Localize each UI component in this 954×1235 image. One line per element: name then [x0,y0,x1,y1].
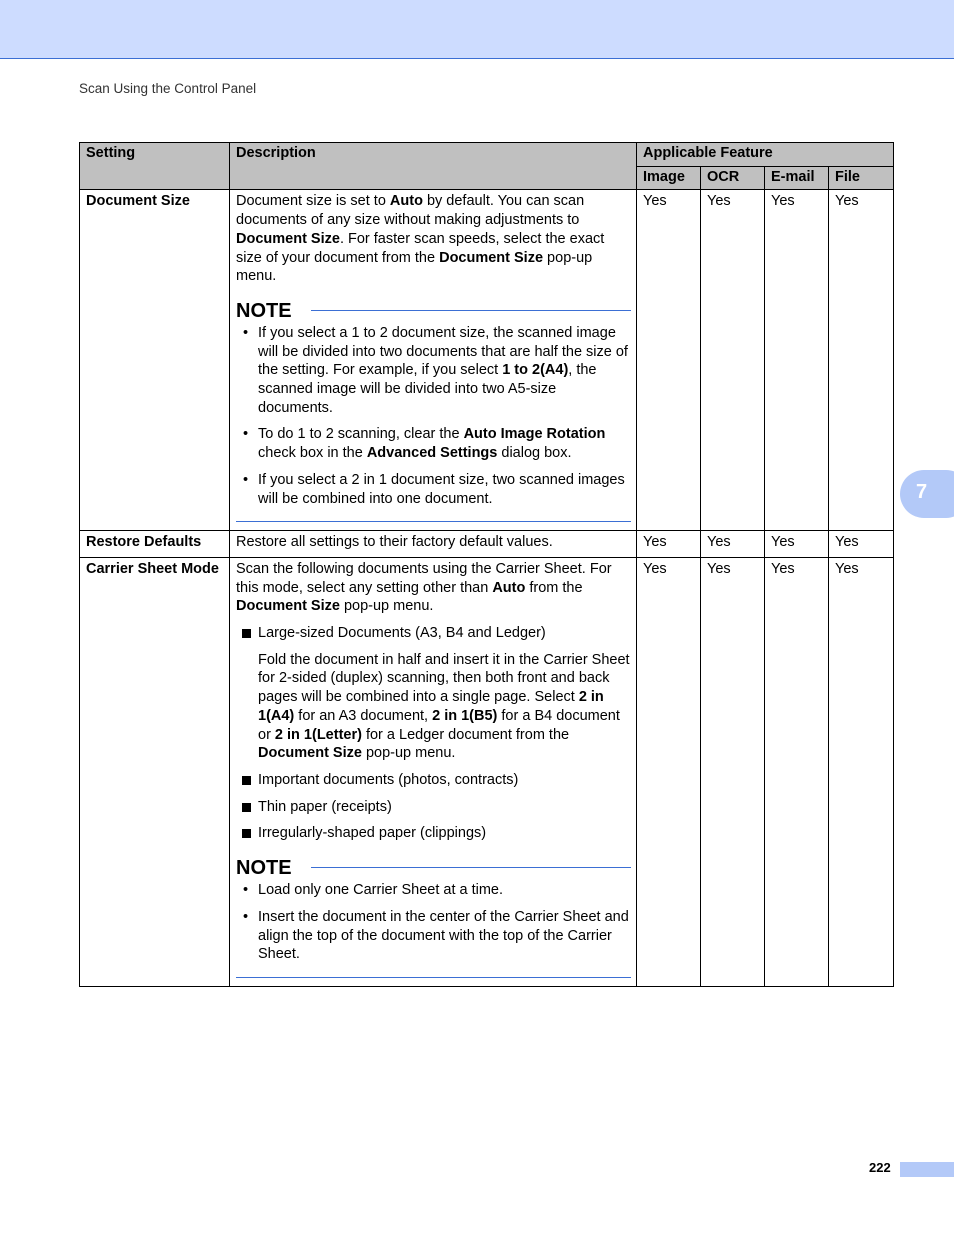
table-row [80,531,894,558]
feature-email: Yes [765,531,829,558]
feature-file: Yes [829,190,894,531]
square-bullet-icon [242,803,251,812]
list-item: Thin paper (receipts) [236,798,631,817]
feature-image: Yes [637,557,701,986]
header-description: Description [230,143,637,190]
feature-ocr: Yes [701,190,765,531]
feature-file: Yes [829,557,894,986]
feature-image: Yes [637,190,701,531]
note-heading [236,300,631,324]
document-type-list [236,624,631,843]
description-text: Document size is set to Auto by default. You can scan documents of any size without making adjustments to Document Size. For faster scan speeds, select the exact size of your document from the Document Size pop-up menu. [236,193,605,285]
list-item: Irregularly-shaped paper (clippings) [236,824,631,843]
note-end-rule [236,521,631,522]
setting-description [230,557,637,986]
table-row [80,190,894,531]
page-number-bar [900,1162,954,1177]
header-email: E-mail [765,166,829,190]
note-title: NOTE [236,857,292,880]
note-item: • To do 1 to 2 scanning, clear the Auto Image Rotation check box in the Advanced Settings dialog box. [243,426,606,462]
note-end-rule [236,977,631,978]
setting-description [230,190,637,531]
breadcrumb: Scan Using the Control Panel [79,81,257,96]
header-file: File [829,166,894,190]
note-heading [236,857,631,881]
note-item: • Load only one Carrier Sheet at a time. [243,882,504,899]
feature-image: Yes [637,531,701,558]
header-applicable-feature: Applicable Feature [637,143,894,167]
feature-email: Yes [765,190,829,531]
chapter-tab-number: 7 [916,481,928,503]
list-item: Large-sized Documents (A3, B4 and Ledger) Fold the document in half and insert it in the Carrier Sheet for 2-sided (duplex) scanning, then both front and back pages will be combined into a single page. Select 2 in 1(A4) for an A3 document, 2 in 1(B5) for a B4 document or 2 in 1(Letter) for a Ledger document from the Document Size pop-up menu. [236,624,631,763]
square-bullet-icon [242,776,251,785]
feature-ocr: Yes [701,531,765,558]
header-image: Image [637,166,701,190]
note-rule [311,310,631,311]
note-item: • If you select a 1 to 2 document size, the scanned image will be divided into two documents that are half the size of the setting. For example, if you select 1 to 2(A4), the scanned image will be divided into two A5-size documents. [243,324,628,416]
header-ocr: OCR [701,166,765,190]
feature-ocr: Yes [701,557,765,986]
header-setting: Setting [80,143,230,190]
list-item: Important documents (photos, contracts) [236,771,631,790]
note-item: • If you select a 2 in 1 document size, two scanned images will be combined into one document. [243,471,625,507]
setting-name: Carrier Sheet Mode [80,557,230,986]
list-item-detail: Fold the document in half and insert it in the Carrier Sheet for 2-sided (duplex) scanning, then both front and back pages will be combined into a single page. Select 2 in 1(A4) for an A3 document, 2 in 1(B5) for a B4 document or 2 in 1(Letter) for a Ledger document from the Document Size pop-up menu. [258,651,630,762]
header-band [0,0,954,59]
page-number: 222 [869,1160,891,1175]
note-rule [311,867,631,868]
setting-description: Restore all settings to their factory default values. [230,531,637,558]
note-title: NOTE [236,299,292,322]
settings-table [79,142,894,987]
table-row [80,557,894,986]
square-bullet-icon [242,829,251,838]
table-header-row [80,143,894,167]
square-bullet-icon [242,629,251,638]
note-list [236,324,631,508]
feature-email: Yes [765,557,829,986]
description-text: Scan the following documents using the Carrier Sheet. For this mode, select any setting other than Auto from the Document Size pop-up menu. [236,560,612,615]
note-list [236,881,631,964]
setting-name: Restore Defaults [80,531,230,558]
note-item: • Insert the document in the center of the Carrier Sheet and align the top of the document with the top of the Carrier Sheet. [243,908,629,963]
setting-name: Document Size [80,190,230,531]
feature-file: Yes [829,531,894,558]
